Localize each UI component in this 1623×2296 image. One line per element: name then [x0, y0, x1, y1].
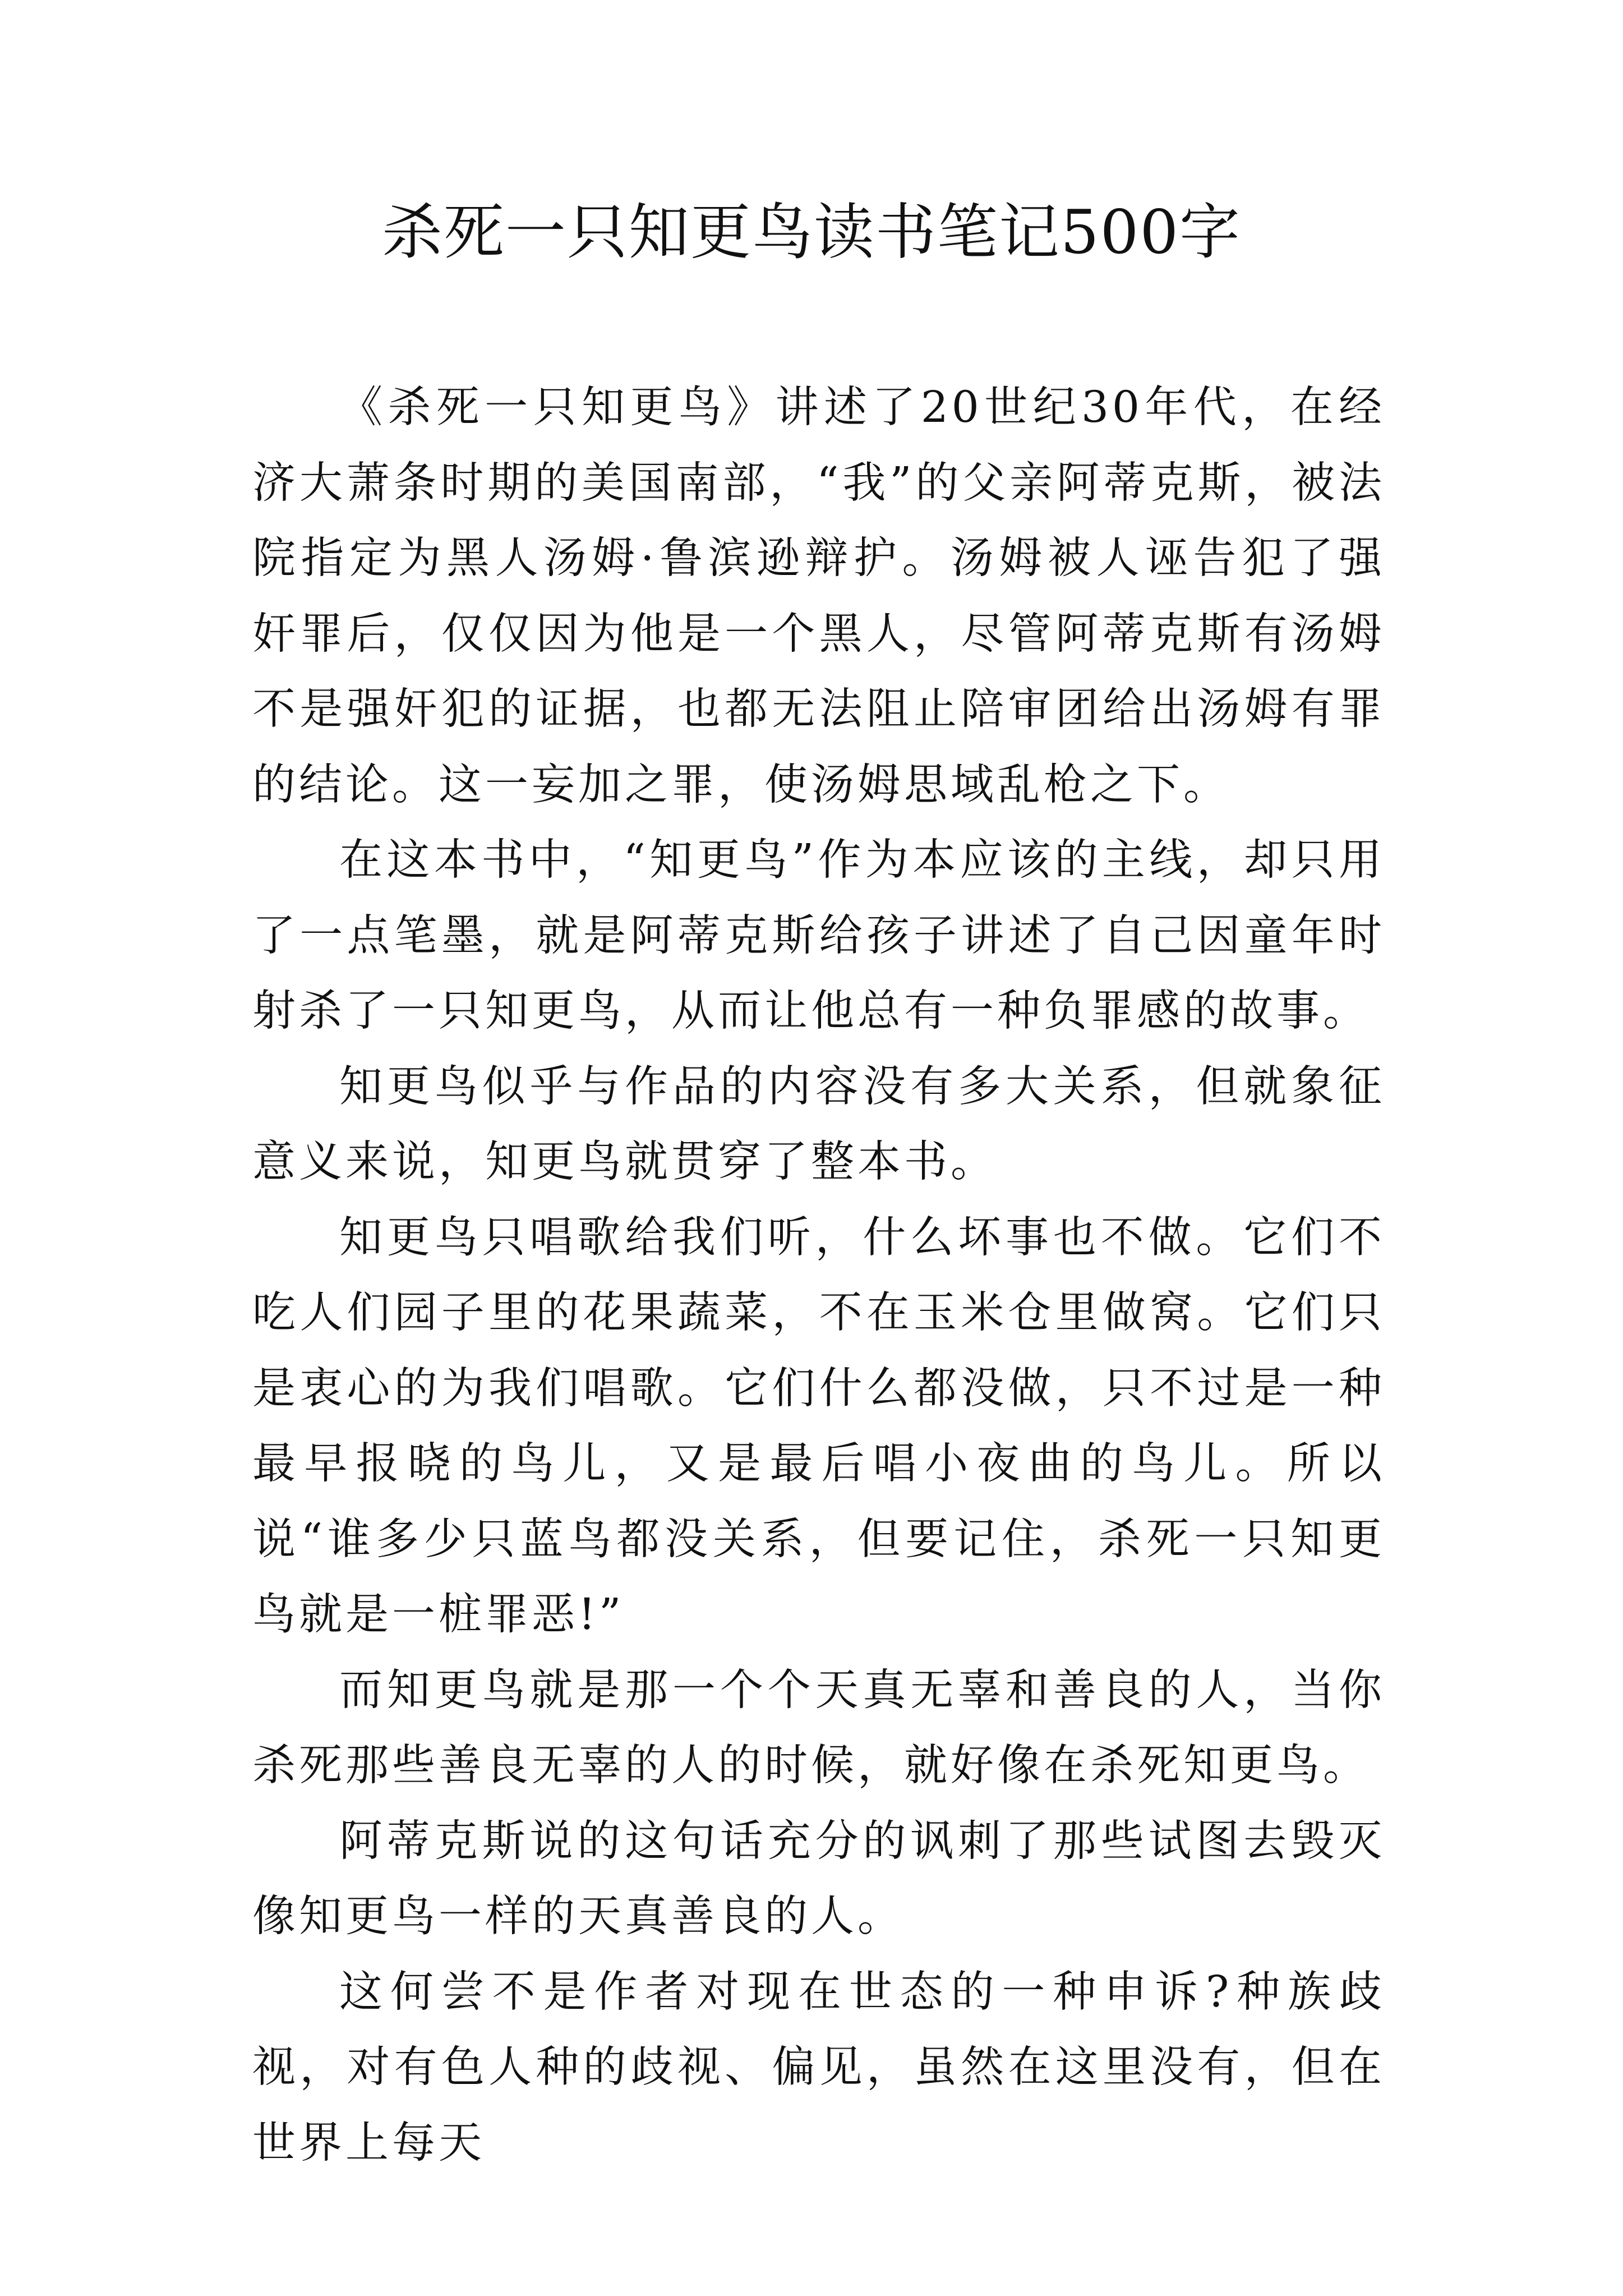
paragraph-5: 而知更鸟就是那一个个天真无辜和善良的人，当你杀死那些善良无辜的人的时候，就好像在杀死知更鸟。 — [252, 1665, 1385, 1791]
paragraph-7: 这何尝不是作者对现在世态的一种申诉?种族歧视，对有色人种的歧视、偏见，虽然在这里没有，但在世界上每天 — [252, 1967, 1385, 2168]
paragraph-4: 知更鸟只唱歌给我们听，什么坏事也不做。它们不吃人们园子里的花果蔬菜，不在玉米仓里做窝。它们只是衷心的为我们唱歌。它们什么都没做，只不过是一种最早报晓的鸟儿，又是最后唱小夜曲的鸟儿。所以说“谁多少只蓝鸟都没关系，但要记住，杀死一只知更鸟就是一桩罪恶!” — [252, 1212, 1385, 1640]
paragraph-2: 在这本书中，“知更鸟”作为本应该的主线，却只用了一点笔墨，就是阿蒂克斯给孩子讲述了自己因童年时射杀了一只知更鸟，从而让他总有一种负罪感的故事。 — [252, 835, 1385, 1036]
document-title: 杀死一只知更鸟读书笔记500字 — [381, 197, 1242, 268]
paragraph-6: 阿蒂克斯说的这句话充分的讽刺了那些试图去毁灭像知更鸟一样的天真善良的人。 — [252, 1816, 1385, 1941]
document-body — [252, 370, 1385, 2181]
paragraph-3: 知更鸟似乎与作品的内容没有多大关系，但就象征意义来说，知更鸟就贯穿了整本书。 — [252, 1061, 1385, 1187]
paragraph-1: 《杀死一只知更鸟》讲述了20世纪30年代，在经济大萧条时期的美国南部，“我”的父亲阿蒂克斯，被法院指定为黑人汤姆·鲁滨逊辩护。汤姆被人诬告犯了强奸罪后，仅仅因为他是一个黑人，尽管阿蒂克斯有汤姆不是强奸犯的证据，也都无法阻止陪审团给出汤姆有罪的结论。这一妄加之罪，使汤姆思域乱枪之下。 — [252, 383, 1385, 810]
